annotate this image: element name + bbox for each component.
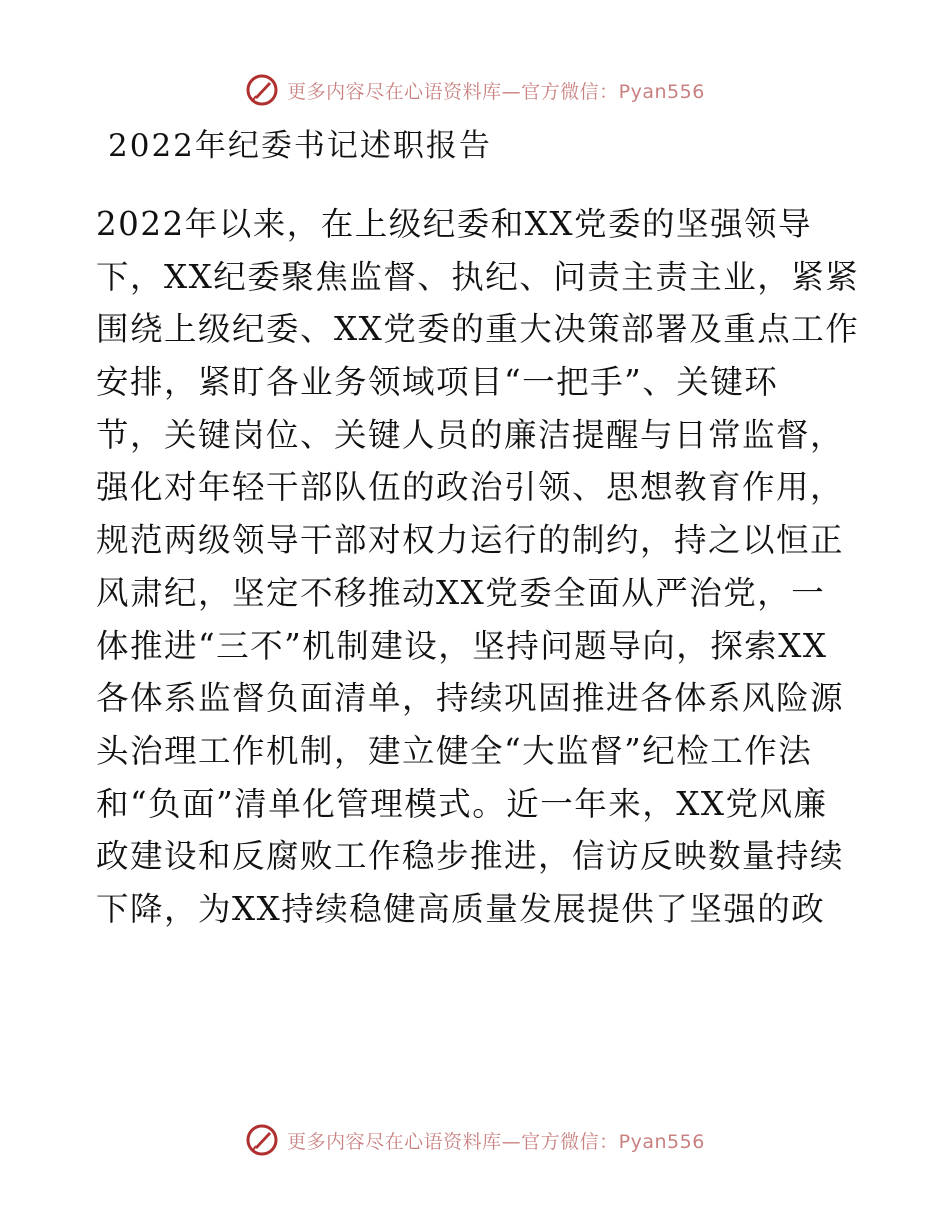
watermark-text: 更多内容尽在心语资料库—官方微信：Pyan556 xyxy=(287,80,705,103)
quill-logo-icon xyxy=(245,1123,279,1157)
body-line: 体推进“三不”机制建设，坚持问题导向，探索XX xyxy=(96,626,828,665)
body-line: 和“负面”清单化管理模式。近一年来，XX党风廉 xyxy=(96,784,828,823)
body-line: 安排，紧盯各业务领域项目“一把手”、关键环 xyxy=(96,363,779,402)
document-body xyxy=(96,198,876,936)
body-line: 节，关键岗位、关键人员的廉洁提醒与日常监督， xyxy=(96,415,845,454)
body-line: 下，XX纪委聚焦监督、执纪、问责主责主业，紧紧 xyxy=(96,257,860,296)
document-title: 2022年纪委书记述职报告 xyxy=(108,128,492,164)
body-line: 2022年以来，在上级纪委和XX党委的坚强领导 xyxy=(96,205,812,243)
body-line: 强化对年轻干部队伍的政治引领、思想教育作用， xyxy=(96,468,845,507)
watermark-text: 更多内容尽在心语资料库—官方微信：Pyan556 xyxy=(287,1130,705,1153)
footer-watermark xyxy=(0,1120,950,1160)
header-watermark xyxy=(0,70,950,110)
body-line: 规范两级领导干部对权力运行的制约，持之以恒正 xyxy=(96,521,845,560)
body-line: 各体系监督负面清单，持续巩固推进各体系风险源 xyxy=(96,679,845,718)
body-line: 下降，为XX持续稳健高质量发展提供了坚强的政 xyxy=(96,889,826,928)
quill-logo-icon xyxy=(245,73,279,107)
body-line: 头治理工作机制，建立健全“大监督”纪检工作法 xyxy=(96,731,813,770)
body-line: 风肃纪，坚定不移推动XX党委全面从严治党，一 xyxy=(96,573,826,612)
body-line: 围绕上级纪委、XX党委的重大决策部署及重点工作 xyxy=(96,310,860,349)
body-line: 政建设和反腐败工作稳步推进，信访反映数量持续 xyxy=(96,837,845,876)
